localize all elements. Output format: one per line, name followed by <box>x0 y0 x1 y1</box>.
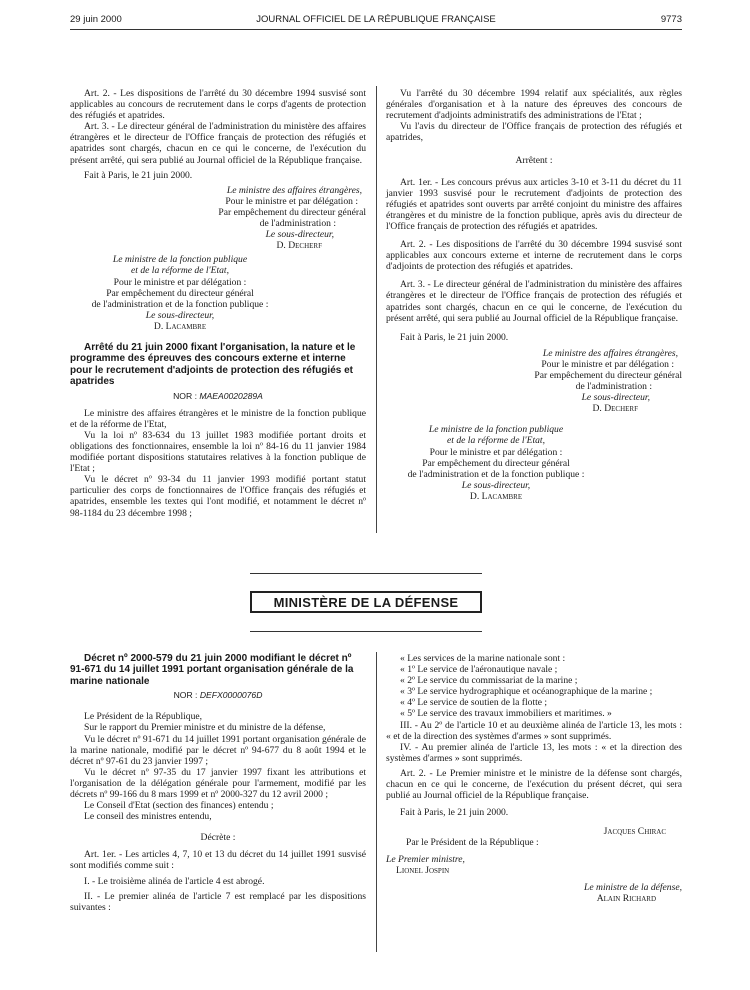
sig-line: Le ministre de la fonction publique <box>112 254 248 266</box>
article-1: Art. 1er. - Les concours prévus aux articles 3-10 et 3-11 du décret du 11 janvier 1993 susvisé pour le recrutement d'adjoints de protection des réfugiés et apatrides sont ouverts par arrêté conjoint du ministre des affaires étrangères et du ministre de la fonction publique, après avis du directeur de l'Office français de protection des réfugiés et apatrides. <box>386 176 682 232</box>
sig-line: Le sous-directeur, <box>461 479 531 491</box>
header-rule <box>70 29 682 30</box>
sig-line: Le sous-directeur, <box>581 392 650 404</box>
section-rule <box>250 631 482 632</box>
body-paragraph: Le conseil des ministres entendu, <box>84 811 212 823</box>
column-divider <box>376 86 377 533</box>
nor-line <box>70 690 366 701</box>
vu-paragraph: Vu l'avis du directeur de l'Office français de protection des réfugiés et apatrides, <box>386 121 682 144</box>
signature-block-2 <box>70 254 290 332</box>
ministry-heading-box <box>250 591 482 613</box>
article-2: Art. 2. - Le Premier ministre et le ministre de la défense sont chargés, chacun en ce qui le concerne, de l'exécution du présent décret, qui sera publié au Journal officiel de la République française. <box>386 767 682 802</box>
sig-line: de l'administration : <box>575 381 652 393</box>
nor-label: NOR : <box>173 390 197 401</box>
sign-president: Jacques Chirac <box>603 826 666 838</box>
body-paragraph: Sur le rapport du Premier ministre et du ministre de la défense, <box>84 722 326 734</box>
header-date: 29 juin 2000 <box>70 14 122 25</box>
sig-line: Le ministre des affaires étrangères, <box>542 347 678 359</box>
body-paragraph: Vu le décret nº 91-671 du 14 juillet 1991 portant organisation générale de la marine nationale, modifié par le décret nº 94-677 du 8 août 1994 et le décret nº 97-61 du 23 janvier 1997 ; <box>70 733 366 767</box>
ministre-defense-name: Alain Richard <box>596 892 656 904</box>
header-page-number: 9773 <box>660 14 682 25</box>
body-paragraph: Le ministre des affaires étrangères et le ministre de la fonction publique et de la réforme de l'Etat, <box>70 407 366 430</box>
header-journal-title: JOURNAL OFFICIEL DE LA RÉPUBLIQUE FRANÇAISE <box>256 14 496 25</box>
sig-line: Le ministre des affaires étrangères, <box>226 184 362 196</box>
bottom-right-column <box>386 653 682 904</box>
sig-line: Par empêchement du directeur général <box>106 287 254 299</box>
list-line: « 2º Le service du commissariat de la marine ; <box>400 675 578 687</box>
nor-code: MAEA0020289A <box>199 390 263 401</box>
body-paragraph: Le Président de la République, <box>84 711 203 723</box>
signature-block-2 <box>386 424 606 502</box>
clause-i: I. - Le troisième alinéa de l'article 4 est abrogé. <box>84 875 265 887</box>
section-rule <box>250 573 482 574</box>
sig-line: Par empêchement du directeur général <box>218 206 366 218</box>
arrete-title: Arrêté du 21 juin 2000 fixant l'organisation, la nature et le programme des épreuves des concours externe et interne pour le recrutement d'adjoints de protection des réfugiés et apatrides <box>70 341 356 388</box>
nor-code: DEFX0000076D <box>199 690 263 701</box>
clause-iv: IV. - Au premier alinéa de l'article 13, les mots : « et la direction des systèmes d'armes » sont supprimés. <box>386 741 682 764</box>
signature-block-1 <box>70 185 366 252</box>
page-header <box>70 12 682 28</box>
top-right-column <box>386 88 682 502</box>
list-line: « 3º Le service hydrographique et océanographique de la marine ; <box>400 686 653 698</box>
sig-line: de l'administration et de la fonction publique : <box>91 298 269 310</box>
clause-ii: II. - Le premier alinéa de l'article 7 est remplacé par les dispositions suivantes : <box>70 890 366 913</box>
list-line: « 1º Le service de l'aéronautique navale ; <box>400 664 558 676</box>
par-president-line: Par le Président de la République : <box>406 837 539 849</box>
premier-ministre-title: Le Premier ministre, <box>386 853 465 865</box>
sig-line: Pour le ministre et par délégation : <box>541 358 674 370</box>
vu-paragraph: Vu l'arrêté du 30 décembre 1994 relatif aux spécialités, aux règles générales d'organisation et à la nature des épreuves des concours de recrutement d'adjoints administratifs des administrations de l'Etat ; <box>386 88 682 122</box>
article-3: Art. 3. - Le directeur général de l'administration du ministère des affaires étrangères et le directeur de l'Office français de protection des réfugiés et apatrides sont chargés, chacun en ce qui le concerne, de l'exécution du présent arrêté, qui sera publié au Journal officiel de la République française. <box>386 279 682 324</box>
ministry-heading: MINISTÈRE DE LA DÉFENSE <box>273 594 459 610</box>
art3-paragraph: Art. 3. - Le directeur général de l'administration du ministère des affaires étrangères et le directeur de l'Office français de protection des réfugiés et apatrides sont chargés, chacun en ce qui le concerne, de l'exécution du présent arrêté, qui sera publié au Journal officiel de la République française. <box>70 121 366 166</box>
sig-line: Le sous-directeur, <box>145 309 215 321</box>
ministre-defense-title: Le ministre de la défense, <box>584 881 682 893</box>
sig-line: et de la réforme de l'Etat, <box>131 265 229 277</box>
clause-iii: III. - Au 2º de l'article 10 et au deuxième alinéa de l'article 13, les mots : « et de la direction des systèmes d'armes » sont supprimés. <box>386 719 682 742</box>
nor-line <box>70 391 366 402</box>
sig-name: D. Lacambre <box>153 320 207 332</box>
sig-name: D. Decherf <box>592 403 638 415</box>
decret-title: Décret nº 2000-579 du 21 juin 2000 modifiant le décret nº 91-671 du 14 juillet 1991 portant organisation générale de la marine nationale <box>70 653 354 687</box>
sig-line: Par empêchement du directeur général <box>422 457 570 469</box>
sig-line: Pour le ministre et par délégation : <box>225 195 358 207</box>
signature-block-1 <box>386 348 682 415</box>
sig-line: Pour le ministre et par délégation : <box>429 446 563 458</box>
list-line: « 4º Le service de soutien de la flotte ; <box>400 697 548 709</box>
bottom-left-column <box>70 653 366 913</box>
sig-line: de l'administration et de la fonction publique : <box>407 468 585 480</box>
sig-line: et de la réforme de l'Etat, <box>447 435 545 447</box>
sig-line: de l'administration : <box>259 218 336 230</box>
body-paragraph: Le Conseil d'Etat (section des finances) entendu ; <box>84 800 274 812</box>
sig-line: Le ministre de la fonction publique <box>428 424 564 436</box>
body-paragraph: Vu le décret nº 93-34 du 11 janvier 1993 modifié portant statut particulier des corps de fonctionnaires de l'Office français des réfugiés et apatrides, ensemble les textes qui l'ont modifié, et notamment le décret nº 98-1184 du 23 décembre 1998 ; <box>70 474 366 519</box>
sig-name: D. Lacambre <box>469 490 523 502</box>
column-divider <box>376 652 377 952</box>
art2-paragraph: Art. 2. - Les dispositions de l'arrêté du 30 décembre 1994 susvisé sont applicables au concours de recrutement dans le corps d'agents de protection des réfugiés et apatrides. <box>70 88 366 122</box>
body-paragraph: Vu la loi nº 83-634 du 13 juillet 1983 modifiée portant droits et obligations des fonctionnaires, ensemble la loi nº 84-16 du 11 janvier 1984 modifiée portant dispositions statutaires relatives à la fonction publique de l'Etat ; <box>70 429 366 475</box>
nor-label: NOR : <box>173 690 198 701</box>
article-1: Art. 1er. - Les articles 4, 7, 10 et 13 du décret du 14 juillet 1991 susvisé sont modifiés comme suit : <box>70 849 366 872</box>
sig-line: Le sous-directeur, <box>265 229 334 241</box>
arretent-line: Arrêtent : <box>515 155 553 167</box>
fait-line: Fait à Paris, le 21 juin 2000. <box>400 331 509 343</box>
list-line: « Les services de la marine nationale sont : <box>400 653 566 664</box>
top-left-column <box>70 88 366 519</box>
body-paragraph: Vu le décret nº 97-35 du 17 janvier 1997 fixant les attributions et l'organisation de la délégation générale pour l'armement, modifié par les décrets nº 99-166 du 8 mars 1999 et nº 2000-327 du 12 avril 2000 ; <box>70 766 366 800</box>
premier-ministre-name: Lionel Jospin <box>396 864 450 876</box>
fait-line: Fait à Paris, le 21 juin 2000. <box>84 169 193 181</box>
sig-line: Par empêchement du directeur général <box>534 369 682 381</box>
decrete-line: Décrète : <box>200 832 236 844</box>
sig-name: D. Decherf <box>276 240 322 252</box>
article-2: Art. 2. - Les dispositions de l'arrêté du 30 décembre 1994 susvisé sont applicables aux concours externe et interne de recrutement dans le corps d'adjoints de protection des réfugiés et apatrides. <box>386 239 682 273</box>
list-line: « 5º Le service des travaux immobiliers et maritimes. » <box>400 708 612 720</box>
sig-line: Pour le ministre et par délégation : <box>113 276 247 288</box>
fait-line: Fait à Paris, le 21 juin 2000. <box>400 807 509 819</box>
